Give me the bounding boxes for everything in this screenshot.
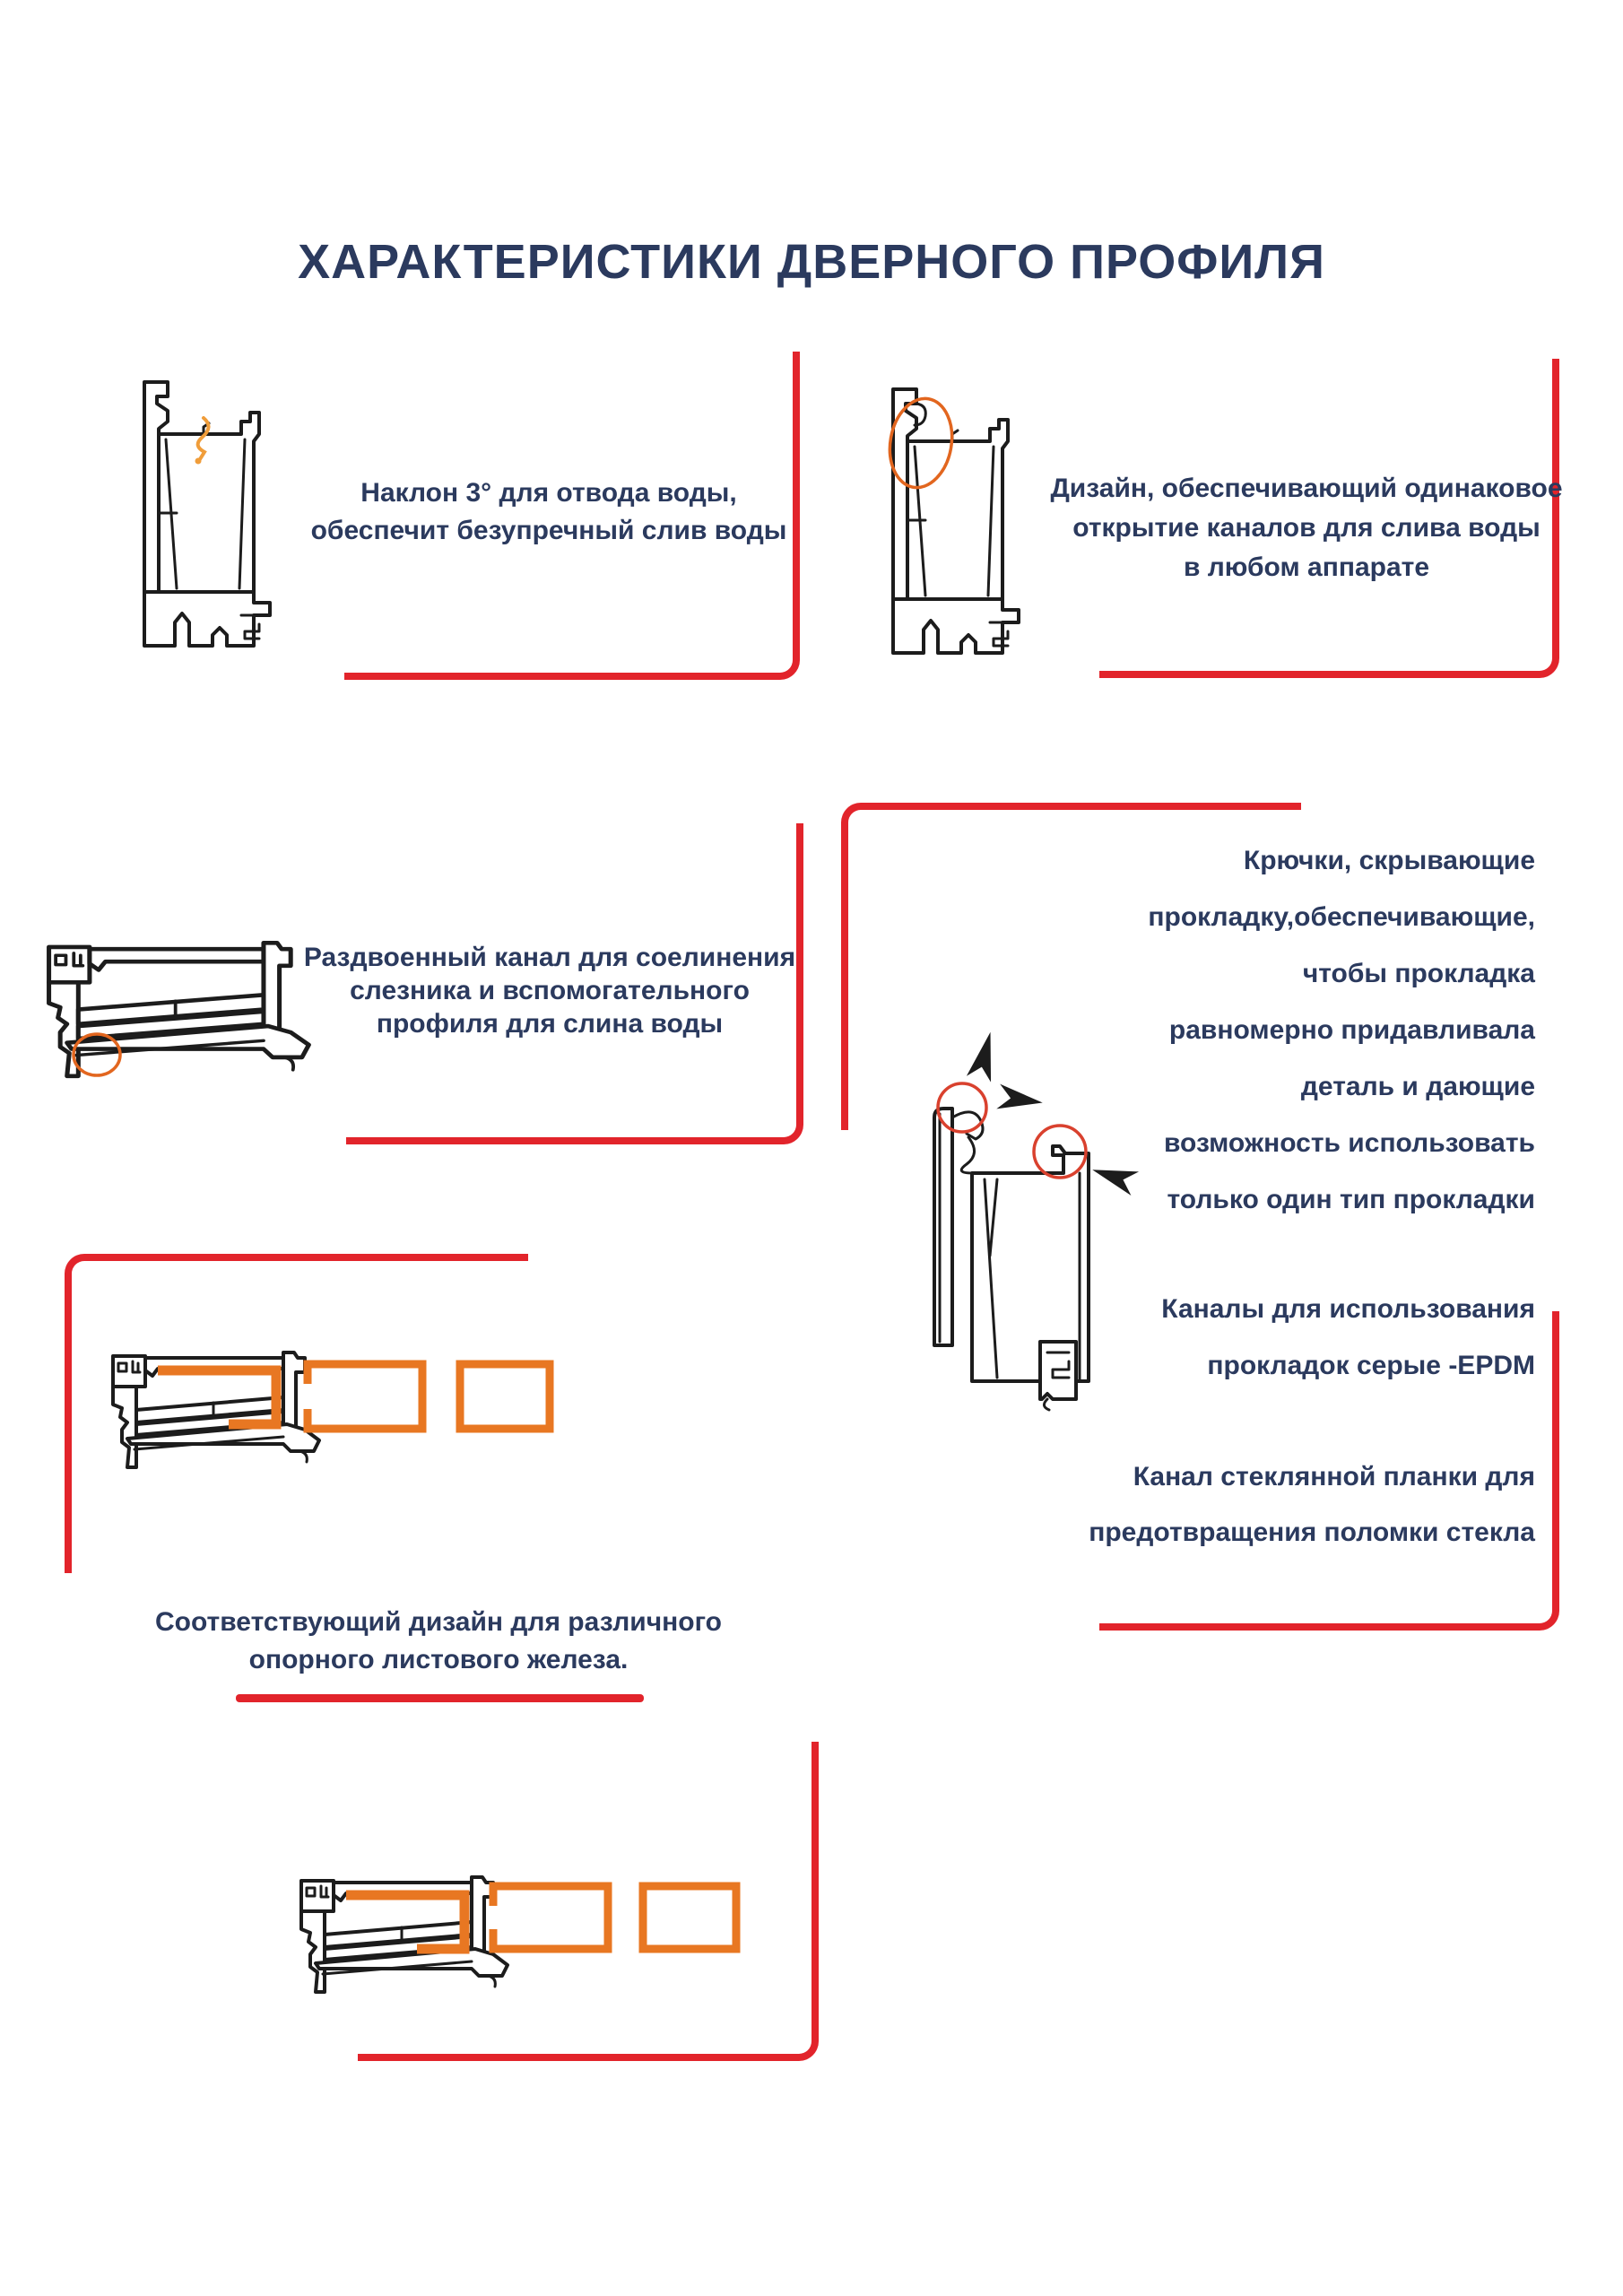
- profile-drawing-drain: [870, 384, 1022, 662]
- text-line: только один тип прокладки: [1167, 1185, 1535, 1214]
- arrow-left-down: [1089, 1158, 1139, 1196]
- text-line: Соответствующий дизайн для различного: [154, 1607, 722, 1637]
- profile-drawing-split-channel: [42, 935, 329, 1083]
- channel-outline-open: [308, 1364, 422, 1429]
- arrow-right: [996, 1084, 1044, 1116]
- slope-text: [280, 474, 818, 550]
- text-line: Каналы для использования: [1161, 1294, 1535, 1324]
- glazing-bead-text: [952, 1449, 1535, 1561]
- channel-outline-open: [493, 1886, 608, 1949]
- profile-drawing-support-top: [108, 1345, 560, 1475]
- split-channel-text: [281, 941, 819, 1040]
- text-line: обеспечит безупречный слив воды: [310, 516, 787, 545]
- text-line: Дизайн, обеспечивающий одинаковое: [1050, 474, 1563, 503]
- text-line: открытие каналов для слива воды: [1072, 513, 1541, 543]
- text-line: прокладку,обеспечивающие,: [1148, 902, 1535, 932]
- page-title: ХАРАКТЕРИСТИКИ ДВЕРНОГО ПРОФИЛЯ: [298, 235, 1325, 289]
- profile-drawing-slope: [121, 377, 273, 655]
- text-line: Крючки, скрывающие: [1243, 846, 1535, 875]
- profile-drawing-hooks: [913, 1022, 1155, 1417]
- text-line: возможность использовать: [1163, 1128, 1535, 1158]
- support-sheet-text: [125, 1604, 752, 1679]
- text-line: чтобы прокладка: [1302, 959, 1535, 988]
- text-line: Наклон 3° для отвода воды,: [360, 478, 737, 508]
- text-line: в любом аппарате: [1183, 552, 1430, 582]
- text-line: предотвращения поломки стекла: [1089, 1518, 1535, 1547]
- text-line: опорного листового железа.: [248, 1645, 629, 1674]
- text-line: деталь и дающие: [1300, 1072, 1535, 1101]
- text-line: слезника и вспомогательного: [350, 976, 750, 1005]
- text-line: равномерно придавливала: [1168, 1015, 1535, 1045]
- text-line: Раздвоенный канал для соелинения: [303, 943, 796, 972]
- drain-design-text: [1037, 469, 1575, 587]
- text-line: Канал стеклянной планки для: [1133, 1462, 1535, 1492]
- text-line: профиля для слина воды: [376, 1009, 724, 1039]
- support-underline: [236, 1694, 644, 1702]
- arrow-up: [967, 1029, 1002, 1082]
- text-line: прокладок серые -EPDM: [1207, 1351, 1535, 1380]
- slope-angle-dot: [195, 458, 202, 465]
- profile-drawing-support-bottom: [296, 1870, 749, 2000]
- channel-outline-closed: [643, 1886, 736, 1949]
- channel-outline-closed: [460, 1364, 550, 1429]
